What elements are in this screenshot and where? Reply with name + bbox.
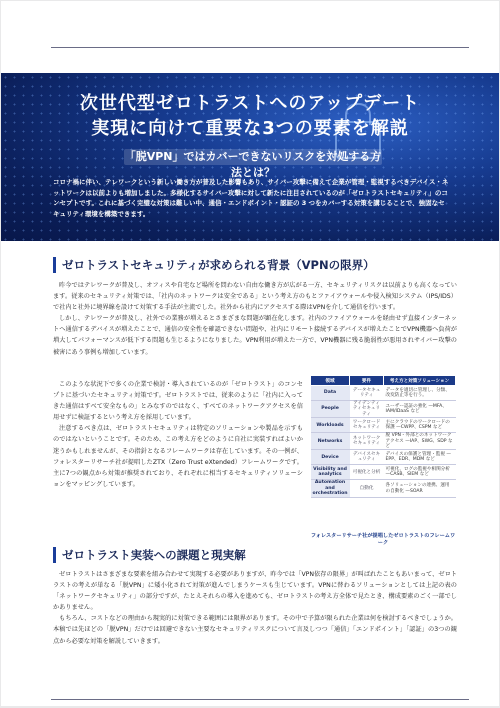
table-row xyxy=(311,433,456,450)
table-cell-area: Device xyxy=(311,450,350,465)
table-cell-solution: ユーザー認証の強化 —MFA、IAM/IDaaS など xyxy=(384,401,456,418)
table-cell-element: ワークロードセキュリティ xyxy=(350,418,384,433)
ztx-framework-table xyxy=(310,375,456,498)
hero-title-line2: 実現に向けて重要な3つの要素を解説 xyxy=(91,118,409,139)
table-cell-area: Automation and orchestration xyxy=(312,480,348,497)
section2-body xyxy=(53,569,457,647)
table-cell-element: ネットワークセキュリティ xyxy=(350,433,384,450)
table-row xyxy=(311,450,456,465)
hero-lead: コロナ禍に伴い、テレワークという新しい働き方が普及した影響もあり、サイバー攻撃に備えて企業が管理・監視するべきデバイス・ネットワークは以前よりも増加しました。多様化するサイバー攻撃に対して新たに注目されているのが「ゼロトラストセキュリティ」のコンセプトです。これに基づく完璧な対策は難しい中、通信・エンドポイント・認証の 3 つをカバーする対策を講じることで、強固なセキュリティ環境を構築できます。 xyxy=(53,178,449,218)
table-cell-area: People xyxy=(311,401,350,418)
table-cell-element: 可視化と分析 xyxy=(350,465,384,480)
section2-paragraph: ゼロトラストはさまざまな要素を組み合わせて実現する必要がありますが、昨今では「VPN依存の限界」が叫ばれたこともあいまって、ゼロトラストの考えが単なる「脱VPN」に矮小化されて対策が進んでしまうケースも生じています。VPNに替わるソリューションとしては上記の表の「ネットワークセキュリティ」の部分ですが、たとえそれらの導入を進めても、ゼロトラストの考え方全体で見たとき、構成要素のごく一部でしかありません。 xyxy=(53,571,457,612)
table-row xyxy=(311,465,456,480)
section-bar xyxy=(53,547,56,563)
section1-title: ゼロトラストセキュリティが求められる背景（VPNの限界） xyxy=(62,258,375,272)
section1-body-left xyxy=(53,379,303,490)
table-cell-area: Visibility and analytics xyxy=(311,465,350,480)
table-cell-solution: データを適切に管理し、分類、改変防止等を行う。 xyxy=(384,386,456,401)
hero-subtitle: 「脱VPN」ではカバーできないリスクを対処する方法とは？ xyxy=(124,150,382,179)
section2-paragraph: もちろん、コストなどの理由から現実的に対策できる範囲には限界があります。その中で予算が限られた企業は何を検討するべきでしょうか。本稿では先ほどの「脱VPN」だけでは回避できない主要なセキュリティリスクについて言及しつつ「通信」「エンドポイント」「認証」の3つの観点から必要な対策を解説していきます。 xyxy=(53,615,457,645)
table-cell-element: アイデンティティセキュリティ xyxy=(350,401,384,418)
table-cell-element: デバイスセキュリティ xyxy=(350,450,384,465)
table-header: 要件 xyxy=(350,376,384,386)
table-cell-element: 自動化 xyxy=(350,480,384,497)
table-cell-area: Workloads xyxy=(311,418,350,433)
table-row xyxy=(311,401,456,418)
table-header-row xyxy=(311,376,456,386)
table-cell-solution: 脱 VPN・外部とのネットワークアクセス —IAP、SWG、SDP など xyxy=(384,433,456,450)
hero-banner xyxy=(1,73,499,241)
table-cell-solution: 可視化、ログの監視や相関分析 —CASB、SIEM など xyxy=(384,465,456,480)
header-rule xyxy=(51,47,469,48)
table-cell-solution: 主にクラウドのワークロードの保護 —CWPP、CSPM など xyxy=(384,418,456,433)
section-bar xyxy=(53,257,56,273)
section1-body-top xyxy=(53,280,457,358)
table-header: 考え方と対策ソリューション xyxy=(384,376,456,386)
section1-paragraph: 注意するべき点は、ゼロトラストセキュリティは特定のソリューションや製品を示すものではないということです。そのため、この考え方をどのように自社に実装すればよいか迷うかもしれませんが、その指針となるフレームワークは存在しています。その一例が、フォレスターリサーチ社が提唱したZTX（Zero Trust eXtended）フレームワークです。主に7つの観点から対策が推奨されており、それぞれに相当するセキュリティソリューションをマッピングしています。 xyxy=(53,425,303,488)
section1-paragraph: しかし、テレワークが普及し、社外での業務が増えるとさまざまな問題が顕在化します。社内のファイアウォールを経由せず直接インターネットへ通信するデバイスが増えたことで、通信の安全性を確認できない問題や、社内にリモート接続するデバイスが増えたことでVPN機器へ負荷が増大してパフォーマンスが低下する問題も生じるようになりました。VPN利用が増えた一方で、VPN機器に残る脆弱性が悪用されサイバー攻撃の被害にあう事例も増加しています。 xyxy=(53,315,457,356)
table-cell-area: Data xyxy=(311,386,350,401)
table-row xyxy=(311,418,456,433)
table-row xyxy=(311,386,456,401)
hero-title-line1: 次世代型ゼロトラストへのアップデート xyxy=(79,93,421,114)
table-cell-area: Networks xyxy=(311,433,350,450)
table-row xyxy=(311,480,456,497)
table-cell-solution: 各ソリューションの連携、運用の自動化 —SOAR xyxy=(384,480,456,497)
section1-paragraph: 昨今ではテレワークが普及し、オフィスや自宅など場所を問わない自由な働き方が広がる一方、セキュリティリスクは以前よりも高くなっています。従来のセキュリティ対策では、「社内のネットワークは安全である」という考え方のもとファイアウォールや侵入検知システム（IPS/IDS）で社内と社外に境界線を設けて対策する手法が主流でした。社外から社内にアクセスする際はVPNを介して通信を行います。 xyxy=(53,282,457,312)
table-caption: フォレスターリサーチ社が提唱したゼロトラストのフレームワーク xyxy=(310,533,456,546)
section1-paragraph: このような状況下で多くの企業で検討・導入されているのが「ゼロトラスト」のコンセプトに基づいたセキュリティ対策です。ゼロトラストでは、従来のように「社内に入ってきた通信はすべて安全なもの」とみなすのではなく、すべてのネットワークアクセスを信用せずに検証するという考え方を採用しています。 xyxy=(53,381,303,422)
table-header: 領域 xyxy=(311,376,350,386)
footer-rule xyxy=(51,699,469,700)
table-cell-element: データセキュリティ xyxy=(350,386,384,401)
section2-title: ゼロトラスト実装への課題と現実解 xyxy=(62,548,246,562)
document-page xyxy=(1,1,499,706)
table-cell-solution: デバイスの保護と管理・監視 —EPP、EDR、MDM など xyxy=(384,450,456,465)
